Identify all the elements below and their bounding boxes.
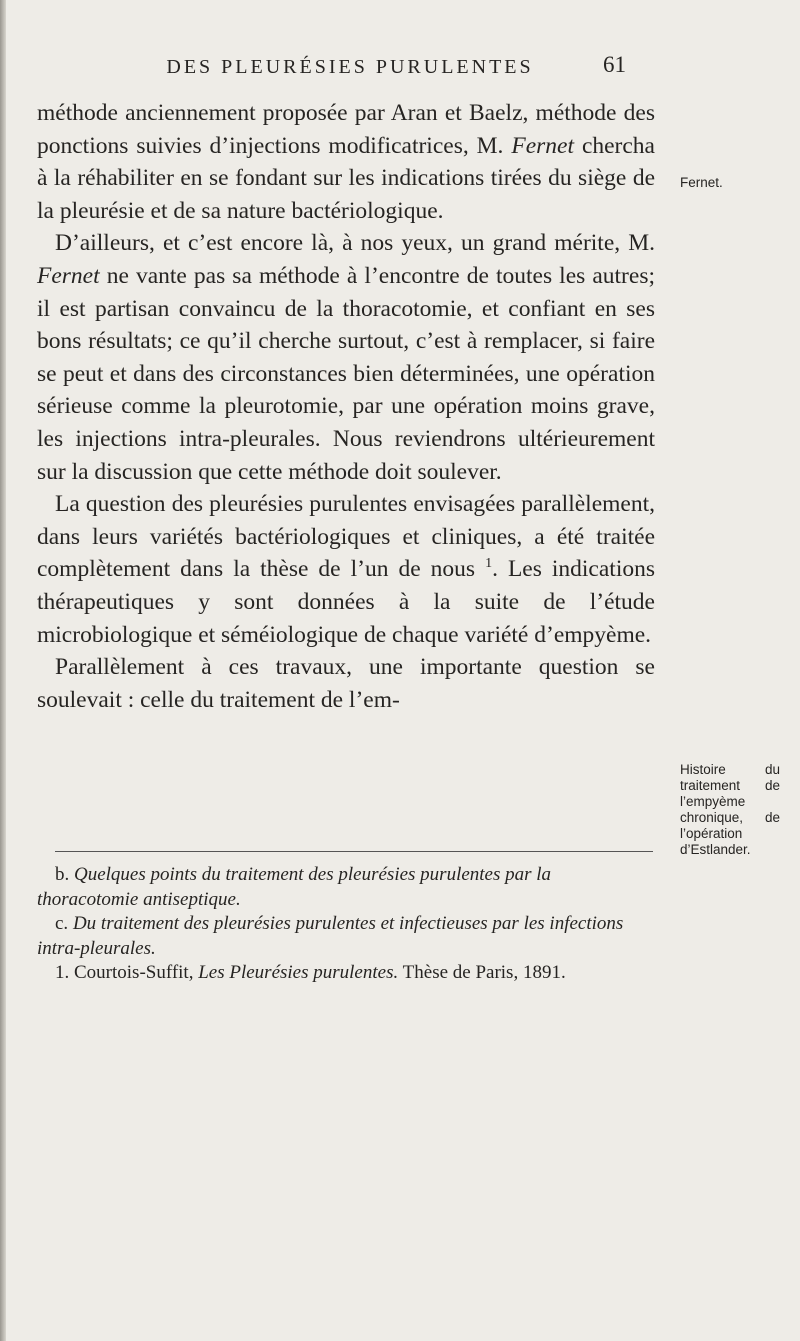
footnote-text: Du traitement des pleurésies purulentes et infectieuses par les infections intra-pleurales. (37, 913, 624, 959)
footnote-label: b. (55, 864, 70, 885)
page-number: 61 (603, 52, 626, 77)
text-run: La question des pleurésies purulentes envisagées parallèlement, dans leurs variétés bactériologiques et cliniques, a été traitée complètement dans la thèse de l’un de nous (37, 491, 655, 583)
running-title: DES PLEURÉSIES PURULENTES (166, 56, 534, 78)
margin-note-fernet: Fernet. (680, 175, 723, 190)
paragraph (37, 488, 655, 651)
footnote-text: Thèse de Paris, 1891. (402, 962, 566, 983)
text-run: méthode anciennement proposée par Aran et Baelz, méthode des ponctions suivies d’injections modificatrices, M. (37, 100, 655, 159)
text-run: D’ailleurs, et c’est encore là, à nos yeux, un grand mérite, M. (55, 230, 655, 257)
footnote (37, 863, 655, 912)
page-binding-edge (0, 0, 6, 1341)
footnote-author: Courtois-Suffit, (74, 962, 194, 983)
footnote-label: 1. (55, 962, 70, 983)
text-run: . Les indications thérapeutiques y sont données à la suite de l’étude microbiologique et séméiologique de chaque variété d’empyème. (37, 556, 655, 648)
footnote-reference: 1 (485, 556, 493, 572)
paragraph: Parallèlement à ces travaux, une importante question se soulevait : celle du traitement de l’em- (37, 654, 655, 713)
footnote-title: Les Pleurésies purulentes. (198, 962, 399, 983)
main-text (37, 97, 655, 716)
footnote-rule (55, 851, 653, 852)
paragraph (37, 97, 655, 227)
author-name: Fernet (37, 262, 100, 289)
margin-note-histoire: Histoire du traitement de l’empyème chronique, de l’opération d’Estlander. (680, 762, 780, 857)
footnotes (37, 863, 655, 986)
text-run: chercha à la réhabiliter en se fondant sur les indications tirées du siège de la pleurésie et de sa nature bactériologique. (37, 132, 655, 224)
footnote (37, 961, 655, 986)
footnote-text: Quelques points du traitement des pleurésies purulentes par la thoracotomie antiseptique. (37, 864, 552, 910)
paragraph (37, 227, 655, 488)
text-run: ne vante pas sa méthode à l’encontre de toutes les autres; il est partisan convaincu de la thoracotomie, et confiant en ses bons résultats; ce qu’il cherche surtout, c’est à remplacer, si faire se peut et dans des circonstances bien déterminées, une opération sérieuse comme la pleurotomie, par une opération moins grave, les injections intra-pleurales. Nous reviendrons ultérieurement sur la discussion que cette méthode doit soulever. (37, 262, 655, 485)
footnote-label: c. (55, 913, 69, 934)
author-name: Fernet (511, 132, 574, 159)
footnote (37, 912, 655, 961)
